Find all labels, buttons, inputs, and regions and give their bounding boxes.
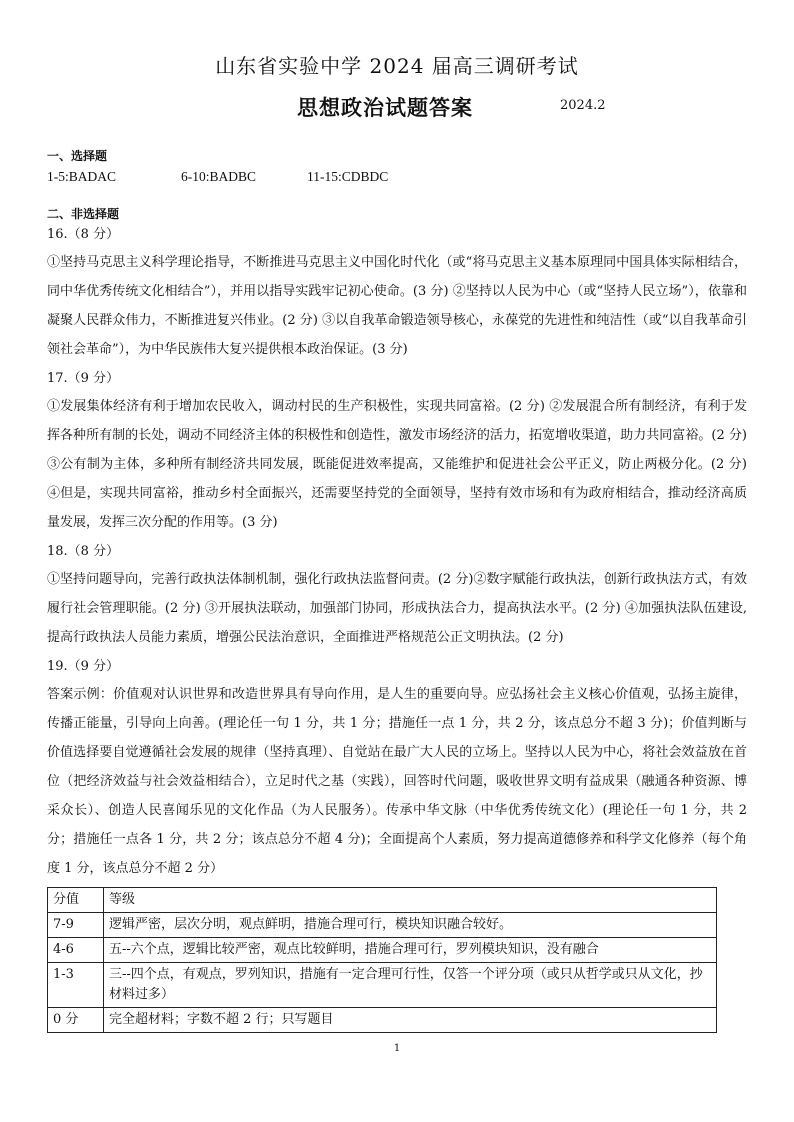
choice-answers-11-15: 11-15:CDBDC bbox=[307, 169, 389, 184]
grading-table bbox=[47, 887, 717, 1033]
table-row bbox=[48, 913, 717, 938]
table-cell-level: 完全超材料；字数不超 2 行；只写题目 bbox=[104, 1008, 717, 1033]
table-row bbox=[48, 963, 717, 1008]
section-1-heading: 一、选择题 bbox=[47, 149, 108, 163]
exam-title: 山东省实验中学 2024 届高三调研考试 bbox=[215, 54, 579, 78]
choice-answers-6-10: 6-10:BADBC bbox=[181, 169, 257, 184]
q17-answer: ①发展集体经济有利于增加农民收入，调动村民的生产积极性，实现共同富裕。(2 分) ②发展混合所有制经济，有利于发挥各种所有制的长处，调动不同经济主体的积极性和创造性，激发市场经济的活力，拓宽增收渠道，助力共同富裕。(2 分) ③公有制为主体，多种所有制经济共同发展，既能促进效率提高，又能维护和促进社会公平正义，防止两极分化。(2 分) ④但是，实现共同富裕，推动乡村全面振兴，还需要坚持党的全面领导，坚持有效市场和有为政府相结合，推动经济高质量发展，发挥三次分配的作用等。(3 分) bbox=[47, 399, 747, 530]
q17-label: 17.（9 分） bbox=[47, 371, 120, 386]
answer-title: 思想政治试题答案 bbox=[297, 95, 473, 120]
choice-answers bbox=[47, 166, 747, 188]
table-cell-level: 逻辑严密，层次分明，观点鲜明，措施合理可行，模块知识融合较好。 bbox=[104, 913, 717, 938]
table-cell-score: 1-3 bbox=[48, 963, 104, 1008]
table-header-row bbox=[48, 888, 717, 913]
table-cell-score: 7-9 bbox=[48, 913, 104, 938]
table-header-score: 分值 bbox=[48, 888, 104, 913]
table-row bbox=[48, 1008, 717, 1033]
table-cell-score: 4-6 bbox=[48, 938, 104, 963]
answer-content bbox=[47, 146, 747, 1033]
q18-label: 18.（8 分） bbox=[47, 544, 120, 559]
page-number: 1 bbox=[393, 1043, 401, 1054]
choice-answers-1-5: 1-5:BADAC bbox=[47, 169, 117, 184]
table-cell-level: 五--六个点，逻辑比较严密，观点比较鲜明，措施合理可行，罗列模块知识，没有融合 bbox=[104, 938, 717, 963]
q19-label: 19.（9 分） bbox=[47, 659, 120, 674]
q19-answer: 答案示例：价值观对认识世界和改造世界具有导向作用，是人生的重要向导。应弘扬社会主义核心价值观，弘扬主旋律，传播正能量，引导向上向善。(理论任一句 1 分，共 1 分；措施任一点 1 分，共 2 分，该点总分不超 3 分)；价值判断与价值选择要自觉遵循社会发展的规律（坚持真理）、自觉站在最广大人民的立场上。坚持以人民为中心，将社会效益放在首位（把经济效益与社会效益相结合），立足时代之基（实践），回答时代问题，吸收世界文明有益成果（融通各种资源、博采众长）、创造人民喜闻乐见的文化作品（为人民服务）。传承中华文脉（中华优秀传统文化）(理论任一句 1 分，共 2 分；措施任一点各 1 分，共 2 分；该点总分不超 4 分)；全面提高个人素质，努力提高道德修养和科学文化修养（每个角度 1 分，该点总分不超 2 分） bbox=[47, 687, 747, 876]
q16-answer: ①坚持马克思主义科学理论指导，不断推进马克思主义中国化时代化（或“将马克思主义基本原理同中国具体实际相结合，同中华优秀传统文化相结合”），并用以指导实践牢记初心使命。(3 分) ②坚持以人民为中心（或“坚持人民立场”），依靠和凝聚人民群众伟力，不断推进复兴伟业。(2 分) ③以自我革命锻造领导核心，永葆党的先进性和纯洁性（或“以自我革命引领社会革命”），为中华民族伟大复兴提供根本政治保证。(3 分) bbox=[47, 255, 747, 357]
q16-label: 16.（8 分） bbox=[47, 227, 120, 242]
section-2-heading: 二、非选择题 bbox=[47, 207, 120, 221]
q18-answer: ①坚持问题导向，完善行政执法体制机制，强化行政执法监督问责。(2 分)②数字赋能行政执法，创新行政执法方式，有效履行社会管理职能。(2 分) ③开展执法联动，加强部门协同，形成执法合力，提高执法水平。(2 分) ④加强执法队伍建设,提高行政执法人员能力素质，增强公民法治意识，全面推进严格规范公正文明执法。(2 分) bbox=[47, 572, 747, 645]
exam-date: 2024.2 bbox=[560, 98, 606, 113]
table-cell-score: 0 分 bbox=[48, 1008, 104, 1033]
table-cell-level: 三--四个点，有观点，罗列知识，措施有一定合理可行性，仅答一个评分项（或只从哲学或只从文化，抄材料过多） bbox=[104, 963, 717, 1008]
table-header-level: 等级 bbox=[104, 888, 717, 913]
table-row bbox=[48, 938, 717, 963]
